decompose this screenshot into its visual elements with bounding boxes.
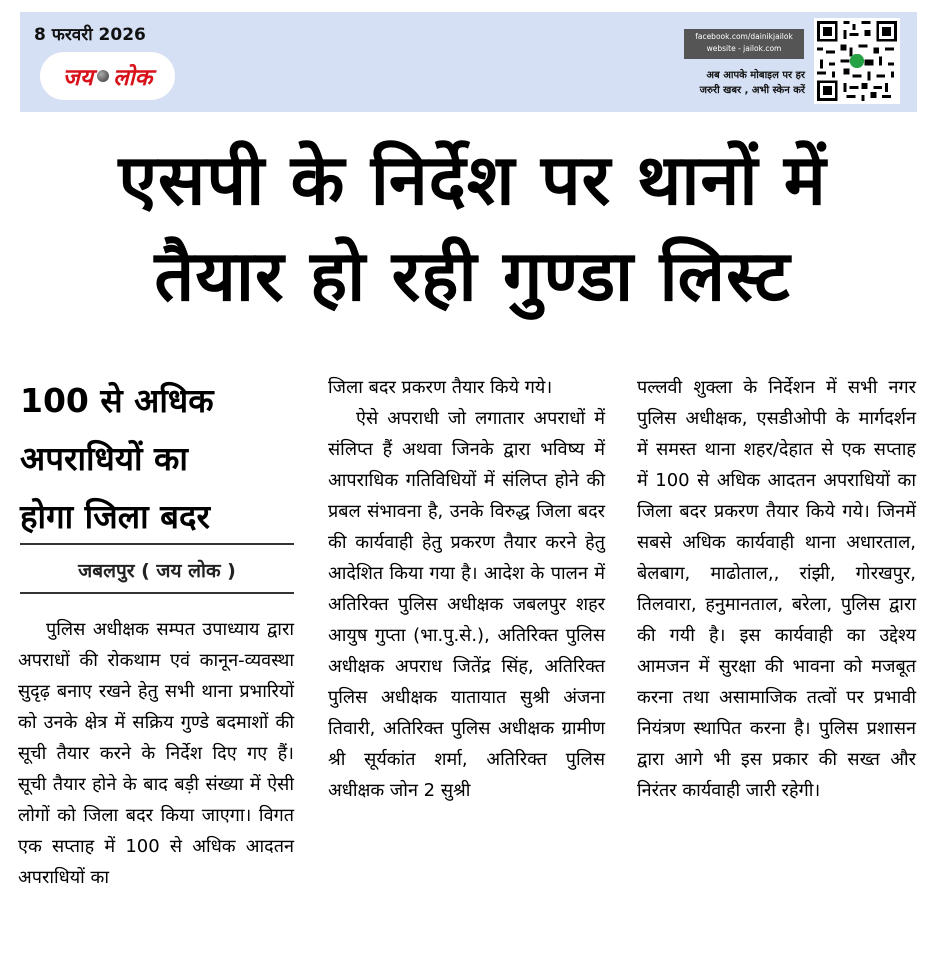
byline: जबलपुर ( जय लोक ) [78,560,236,582]
headline-line-2: तैयार हो रही गुण्डा लिस्ट [154,235,791,317]
column-2-paragraph-1: जिला बदर प्रकरण तैयार किये गये। [328,377,553,398]
column-3-text: पल्लवी शुक्ला के निर्देशन में सभी नगर पुलिस अधीक्षक, एसडीओपी के मार्गदर्शन में समस्त थाना शहर/देहात से एक सप्ताह में 100 से अधिक आदतन अपराधियों का जिला बदर प्रकरण तैयार किये गये। जिनमें सबसे अधिक कार्यवाही थाना अधारताल, बेलबाग, माढोताल,, रांझी, गोरखपुर, तिलवारा, हनुमानताल, बरेला, पुलिस द्वारा की गयी है। इस कार्यवाही का उद्देश्य आमजन में सुरक्षा की भावना को मजबूत करना तथा असामाजिक तत्वों पर प्रभावी नियंत्रण स्थापित करना है। पुलिस प्रशासन द्वारा आगे भी इस प्रकार की सख्त और निरंतर कार्यवाही जारी रहेगी। [637,377,916,801]
headline-line-1: एसपी के निर्देश पर थानों में [118,139,827,221]
scan-prompt-line2: जरुरी खबर , अभी स्केन करें [699,85,805,96]
logo-text-left: जय [62,65,94,91]
issue-date: 8 फरवरी 2026 [34,25,146,45]
jai-lok-logo[interactable] [40,52,175,100]
logo-text-right: लोक [113,65,153,91]
sub-headline-line-1: 100 से अधिक [20,381,214,420]
column-1-text: पुलिस अधीक्षक सम्पत उपाध्याय द्वारा अपराधों की रोकथाम एवं कानून-व्यवस्था सुदृढ़ बनाए रखने हेतु सभी थाना प्रभारियों को उनके क्षेत्र में सक्रिय गुण्डे बदमाशों की सूची तैयार करने के निर्देश दिए गए हैं। सूची तैयार होने के बाद बड़ी संख्या में ऐसी लोगों को जिला बदर किया जाएगा। विगत एक सप्ताह में 100 से अधिक आदतन अपराधियों का [18,619,294,888]
article-column-2 [328,372,605,806]
sub-headline [20,372,298,546]
sub-headline-line-2: अपराधियों का [20,439,188,478]
divider-top [20,543,294,545]
social-links-box[interactable] [684,29,804,59]
sub-headline-line-3: होगा जिला बदर [20,497,210,536]
column-2-paragraph-2: ऐसे अपराधी जो लगातार अपराधों में संलिप्त हैं अथवा जिनके द्वारा भविष्य में आपराधिक गतिविधियों में संलिप्त होने की प्रबल संभावना है, उनके विरुद्ध जिला बदर की कार्यवाही हेतु प्रकरण तैयार करने हेतु आदेशित किया गया है। आदेश के पालन में अतिरिक्त पुलिस अधीक्षक जबलपुर शहर आयुष गुप्ता (भा.पु.से.), अतिरिक्त पुलिस अधीक्षक अपराध जितेंद्र सिंह, अतिरिक्त पुलिस अधीक्षक यातायात सुश्री अंजना तिवारी, अतिरिक्त पुलिस अधीक्षक ग्रामीण श्री सूर्यकांत शर्मा, अतिरिक्त पुलिस अधीक्षक जोन 2 सुश्री [328,408,605,801]
scan-prompt [660,68,805,98]
masthead-strip [20,12,917,112]
divider-bottom [20,592,294,594]
qr-code-icon[interactable] [814,18,900,104]
main-headline [0,132,945,324]
scan-prompt-line1: अब आपके मोबाइल पर हर [706,70,805,81]
globe-icon [97,70,109,82]
article-column-1 [18,614,294,893]
article-column-3 [637,372,916,806]
facebook-link[interactable]: facebook.com/dainikjailok [695,32,793,41]
website-link[interactable]: website - jailok.com [706,44,782,53]
